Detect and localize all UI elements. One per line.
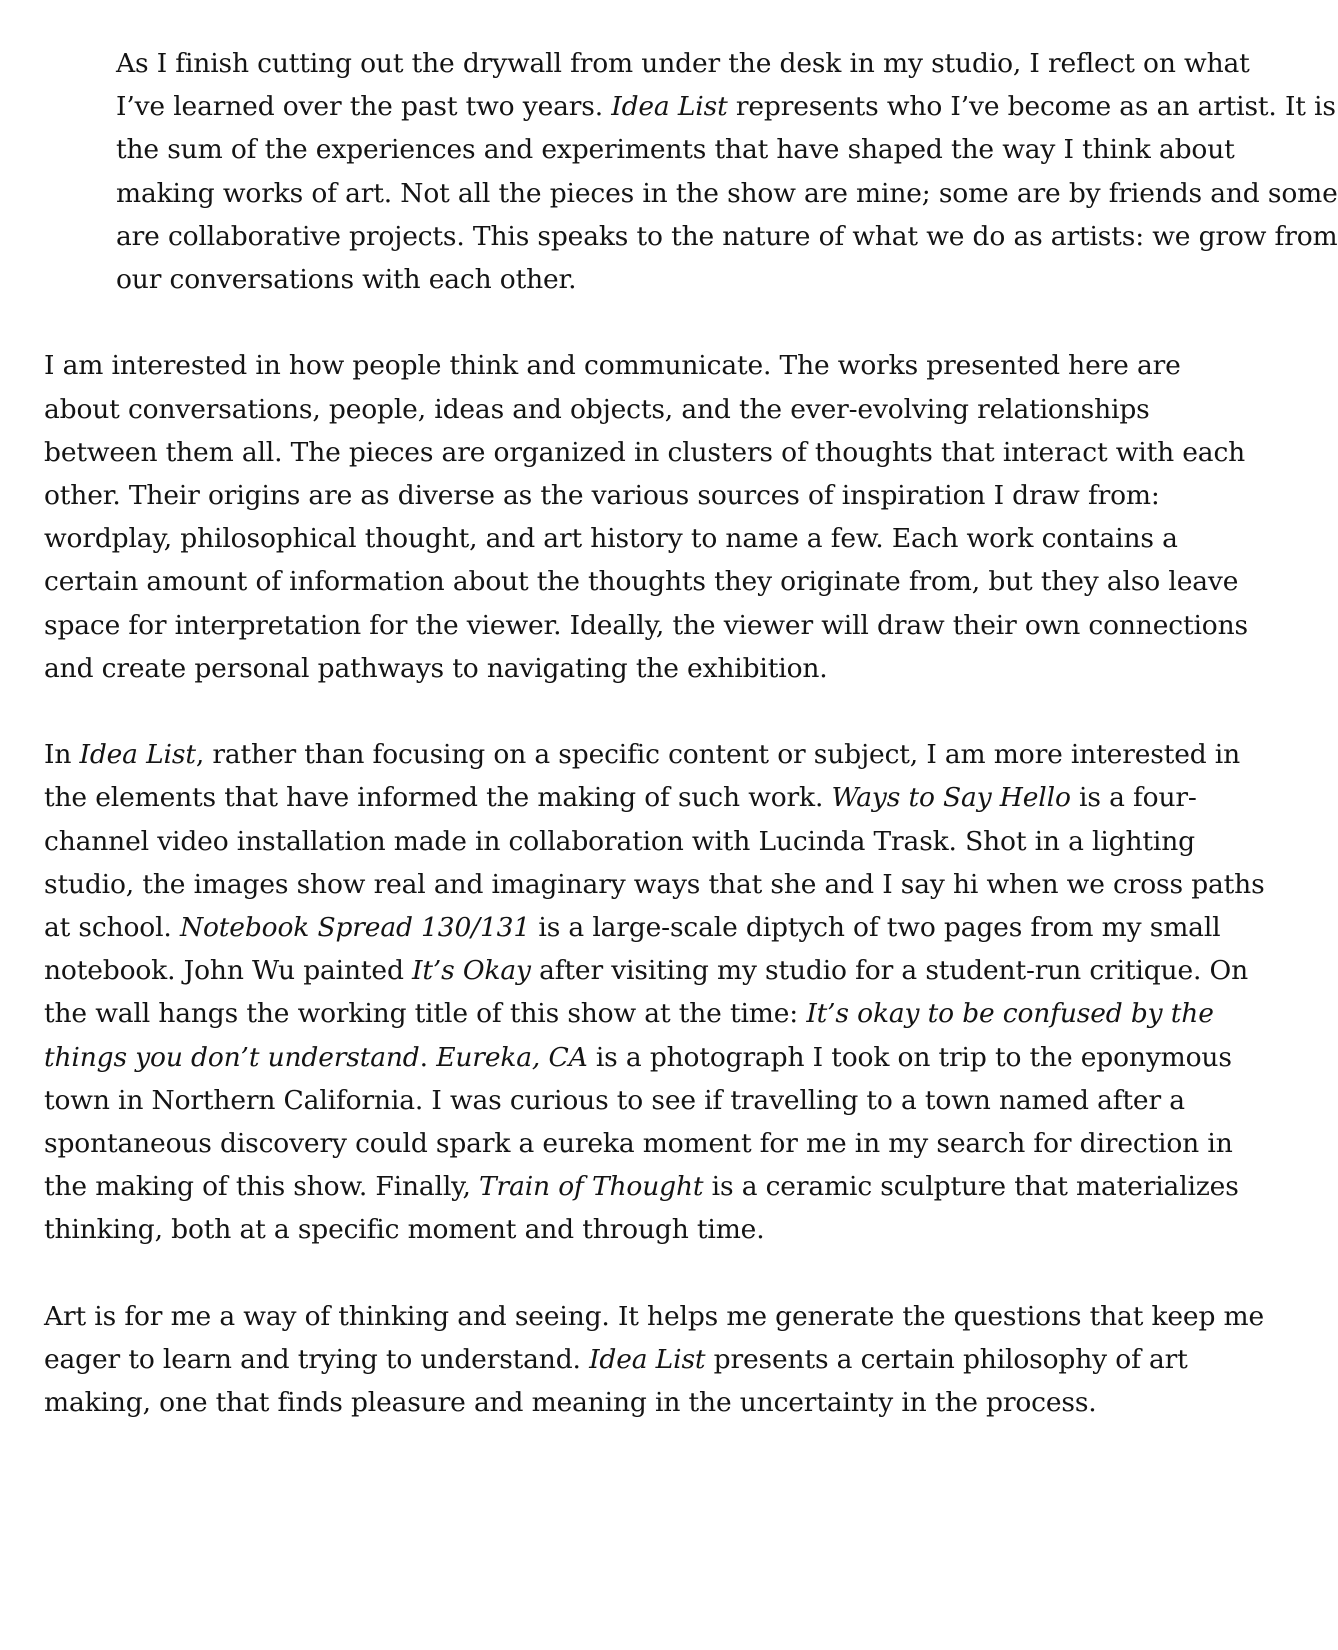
text-run: notebook. John Wu painted bbox=[44, 955, 413, 987]
text-run: is a four- bbox=[1070, 782, 1197, 814]
text-run: certain amount of information about the thoughts they originate from, but they also leave bbox=[44, 566, 1239, 598]
text-run: Art is for me a way of thinking and seeing. It helps me generate the questions that keep me bbox=[44, 1300, 1265, 1332]
text-run: making works of art. Not all the pieces in the show are mine; some are by friends and some bbox=[116, 177, 1338, 209]
text-line bbox=[44, 1381, 1224, 1424]
text-run: studio, the images show real and imaginary ways that she and I say hi when we cross paths bbox=[44, 868, 1265, 900]
text-line bbox=[44, 776, 1224, 819]
italic-title: It’s Okay bbox=[412, 955, 531, 987]
text-line bbox=[44, 431, 1246, 474]
text-run: I’ve learned over the past two years. bbox=[116, 91, 612, 123]
italic-title: Ways to Say Hello bbox=[831, 782, 1071, 814]
text-line bbox=[44, 906, 1224, 949]
text-run: space for interpretation for the viewer. Ideally, the viewer will draw their own connections bbox=[44, 609, 1248, 641]
italic-title: Train of Thought bbox=[479, 1171, 704, 1203]
text-line bbox=[44, 647, 1224, 690]
text-run: the sum of the experiences and experiments that have shaped the way I think about bbox=[116, 134, 1235, 166]
text-run: at school. bbox=[44, 912, 180, 944]
text-run: about conversations, people, ideas and objects, and the ever-evolving relationships bbox=[44, 393, 1150, 425]
text-line bbox=[44, 258, 1224, 301]
text-run: other. Their origins are as diverse as the various sources of inspiration I draw from: bbox=[44, 480, 1160, 512]
text-line bbox=[44, 1036, 1232, 1079]
text-line bbox=[44, 560, 1239, 603]
text-line bbox=[44, 344, 1224, 387]
text-run: the making of this show. Finally, bbox=[44, 1171, 480, 1203]
text-run: thinking, both at a specific moment and through time. bbox=[44, 1214, 765, 1246]
text-line bbox=[44, 1122, 1233, 1165]
text-run: the elements that have informed the making of such work. bbox=[44, 782, 832, 814]
italic-title: Notebook Spread 130/131 bbox=[179, 912, 531, 944]
text-run: is a photograph I took on trip to the eponymous bbox=[587, 1041, 1232, 1073]
text-line bbox=[44, 604, 1248, 647]
text-run: represents who I’ve become as an artist. It is bbox=[727, 91, 1336, 123]
text-run: and create personal pathways to navigating the exhibition. bbox=[44, 652, 828, 684]
text-line bbox=[44, 42, 1250, 85]
text-run: In bbox=[44, 739, 80, 771]
text-line bbox=[44, 992, 1224, 1035]
text-line bbox=[44, 733, 1241, 776]
text-run: spontaneous discovery could spark a eureka moment for me in my search for direction in bbox=[44, 1128, 1233, 1160]
text-line bbox=[44, 1208, 1224, 1251]
text-run: As I finish cutting out the drywall from under the desk in my studio, I reflect on what bbox=[116, 48, 1250, 79]
text-run: after visiting my studio for a student-run critique. On bbox=[530, 955, 1249, 987]
paragraph bbox=[44, 733, 1265, 1251]
italic-title: Idea List bbox=[589, 1344, 706, 1376]
paragraph bbox=[44, 344, 1248, 690]
text-line bbox=[44, 949, 1249, 992]
paragraph bbox=[44, 1295, 1265, 1425]
text-run: I am interested in how people think and communicate. The works presented here are bbox=[44, 350, 1181, 382]
italic-title: Eureka, CA bbox=[436, 1041, 588, 1073]
text-line bbox=[44, 1079, 1224, 1122]
italic-title: Idea List bbox=[611, 91, 728, 123]
text-run: wordplay, philosophical thought, and art history to name a few. Each work contains a bbox=[44, 523, 1178, 555]
text-line bbox=[44, 1338, 1224, 1381]
text-line bbox=[44, 215, 1338, 258]
italic-title: Idea List bbox=[79, 739, 196, 771]
text-run: . bbox=[419, 1041, 437, 1073]
text-run: is a ceramic sculpture that materializes bbox=[703, 1171, 1239, 1203]
text-run: our conversations with each other. bbox=[116, 264, 577, 296]
document-body bbox=[44, 42, 1338, 1468]
text-run: eager to learn and trying to understand. bbox=[44, 1344, 590, 1376]
text-run: channel video installation made in collaboration with Lucinda Trask. Shot in a lighting bbox=[44, 825, 1195, 857]
text-line bbox=[44, 388, 1224, 431]
text-line bbox=[44, 128, 1235, 171]
text-run: presents a certain philosophy of art bbox=[705, 1344, 1188, 1376]
text-run: are collaborative projects. This speaks to the nature of what we do as artists: we grow from bbox=[116, 220, 1338, 252]
text-run: town in Northern California. I was curious to see if travelling to a town named after a bbox=[44, 1084, 1185, 1116]
text-run: is a large-scale diptych of two pages from my small bbox=[530, 912, 1221, 944]
text-line bbox=[44, 820, 1224, 863]
text-run: the wall hangs the working title of this show at the time: bbox=[44, 998, 807, 1030]
text-line bbox=[44, 85, 1336, 128]
text-run: making, one that finds pleasure and meaning in the uncertainty in the process. bbox=[44, 1387, 1097, 1419]
text-line bbox=[44, 474, 1224, 517]
text-line bbox=[44, 863, 1265, 906]
text-run: , rather than focusing on a specific content or subject, I am more interested in bbox=[195, 739, 1241, 771]
italic-title: It’s okay to be confused by the bbox=[806, 998, 1214, 1030]
text-line bbox=[44, 1295, 1265, 1338]
paragraph bbox=[44, 42, 1338, 301]
text-run: between them all. The pieces are organized in clusters of thoughts that interact with each bbox=[44, 436, 1246, 468]
text-line bbox=[44, 517, 1224, 560]
text-line bbox=[44, 172, 1338, 215]
italic-title: things you don’t understand bbox=[44, 1041, 420, 1073]
text-line bbox=[44, 1165, 1239, 1208]
